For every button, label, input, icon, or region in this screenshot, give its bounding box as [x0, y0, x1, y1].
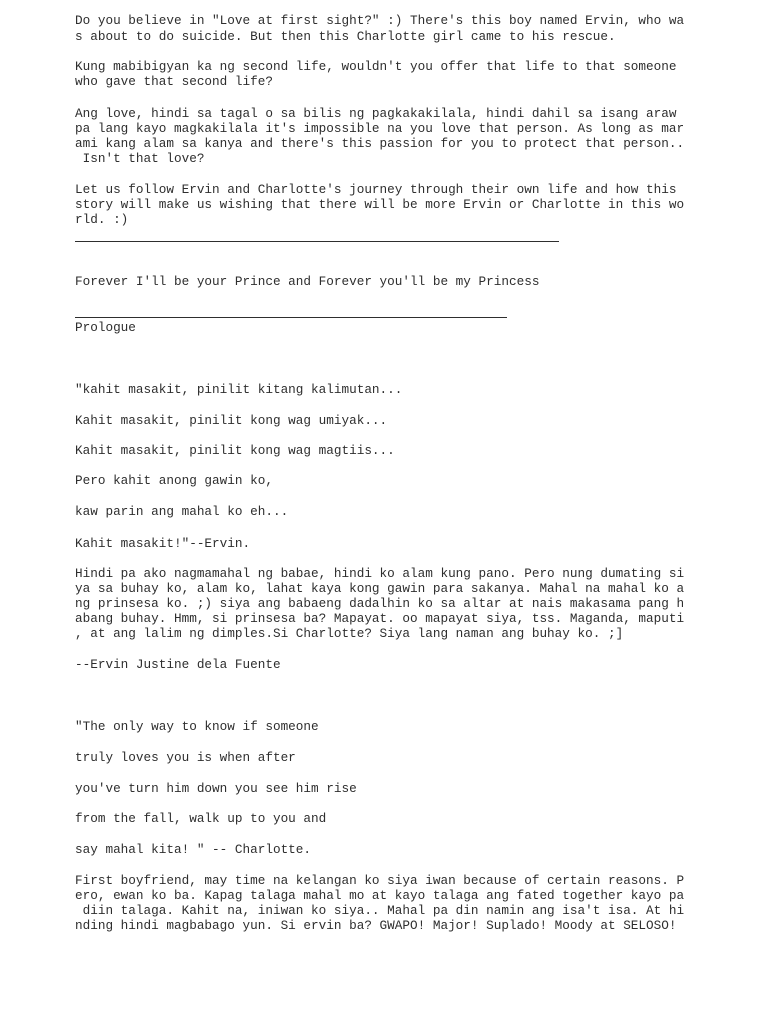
intro-line: Ang love, hindi sa tagal o sa bilis ng pagkakakilala, hindi dahil sa isang araw — [75, 106, 677, 121]
paragraph-line: , at ang lalim ng dimples.Si Charlotte? Siya lang naman ang buhay ko. ;] — [75, 626, 624, 641]
intro-line: Kung mabibigyan ka ng second life, wouldn't you offer that life to that someone — [75, 59, 677, 74]
paragraph-line: ya sa buhay ko, alam ko, lahat kaya kong gawin para sakanya. Mahal na mahal ko a — [75, 581, 685, 596]
poem-line: Pero kahit anong gawin ko, — [75, 473, 273, 488]
poem-line: Kahit masakit, pinilit kong wag magtiis... — [75, 443, 395, 458]
intro-line: pa lang kayo magkakilala it's impossible na you love that person. As long as mar — [75, 121, 685, 136]
intro-line: Let us follow Ervin and Charlotte's journey through their own life and how this — [75, 182, 677, 197]
poem-line: Kahit masakit!"--Ervin. — [75, 536, 251, 551]
intro-line: who gave that second life? — [75, 74, 273, 89]
intro-line: s about to do suicide. But then this Charlotte girl came to his rescue. — [75, 29, 616, 44]
quote-line: truly loves you is when after — [75, 750, 296, 765]
paragraph-line: nding hindi magbabago yun. Si ervin ba? GWAPO! Major! Suplado! Moody at SELOSO! — [75, 918, 677, 933]
paragraph-line: diin talaga. Kahit na, iniwan ko siya.. Mahal pa din namin ang isa't isa. At hi — [75, 903, 685, 918]
intro-line: Isn't that love? — [75, 151, 205, 166]
paragraph-line: ero, ewan ko ba. Kapag talaga mahal mo at kayo talaga ang fated together kayo pa — [75, 888, 685, 903]
quote-line: "The only way to know if someone — [75, 719, 319, 734]
poem-line: Kahit masakit, pinilit kong wag umiyak... — [75, 413, 388, 428]
tagline: Forever I'll be your Prince and Forever you'll be my Princess — [75, 274, 540, 289]
ervin-signature: --Ervin Justine dela Fuente — [75, 657, 281, 672]
horizontal-rule — [75, 241, 559, 242]
paragraph-line: abang buhay. Hmm, si prinsesa ba? Mapayat. oo mapayat siya, tss. Maganda, maputi — [75, 611, 685, 626]
horizontal-rule — [75, 317, 507, 318]
intro-line: Do you believe in "Love at first sight?" :) There's this boy named Ervin, who wa — [75, 13, 685, 28]
intro-line: story will make us wishing that there will be more Ervin or Charlotte in this wo — [75, 197, 685, 212]
paragraph-line: Hindi pa ako nagmamahal ng babae, hindi ko alam kung pano. Pero nung dumating si — [75, 566, 685, 581]
quote-line: from the fall, walk up to you and — [75, 811, 327, 826]
quote-line: you've turn him down you see him rise — [75, 781, 357, 796]
prologue-heading: Prologue — [75, 320, 136, 335]
intro-line: ami kang alam sa kanya and there's this passion for you to protect that person.. — [75, 136, 685, 151]
poem-line: kaw parin ang mahal ko eh... — [75, 504, 289, 519]
poem-line: "kahit masakit, pinilit kitang kalimutan... — [75, 382, 403, 397]
paragraph-line: First boyfriend, may time na kelangan ko siya iwan because of certain reasons. P — [75, 873, 685, 888]
paragraph-line: ng prinsesa ko. ;) siya ang babaeng dadalhin ko sa altar at nais makasama pang h — [75, 596, 685, 611]
intro-line: rld. :) — [75, 212, 129, 227]
quote-line: say mahal kita! " -- Charlotte. — [75, 842, 312, 857]
